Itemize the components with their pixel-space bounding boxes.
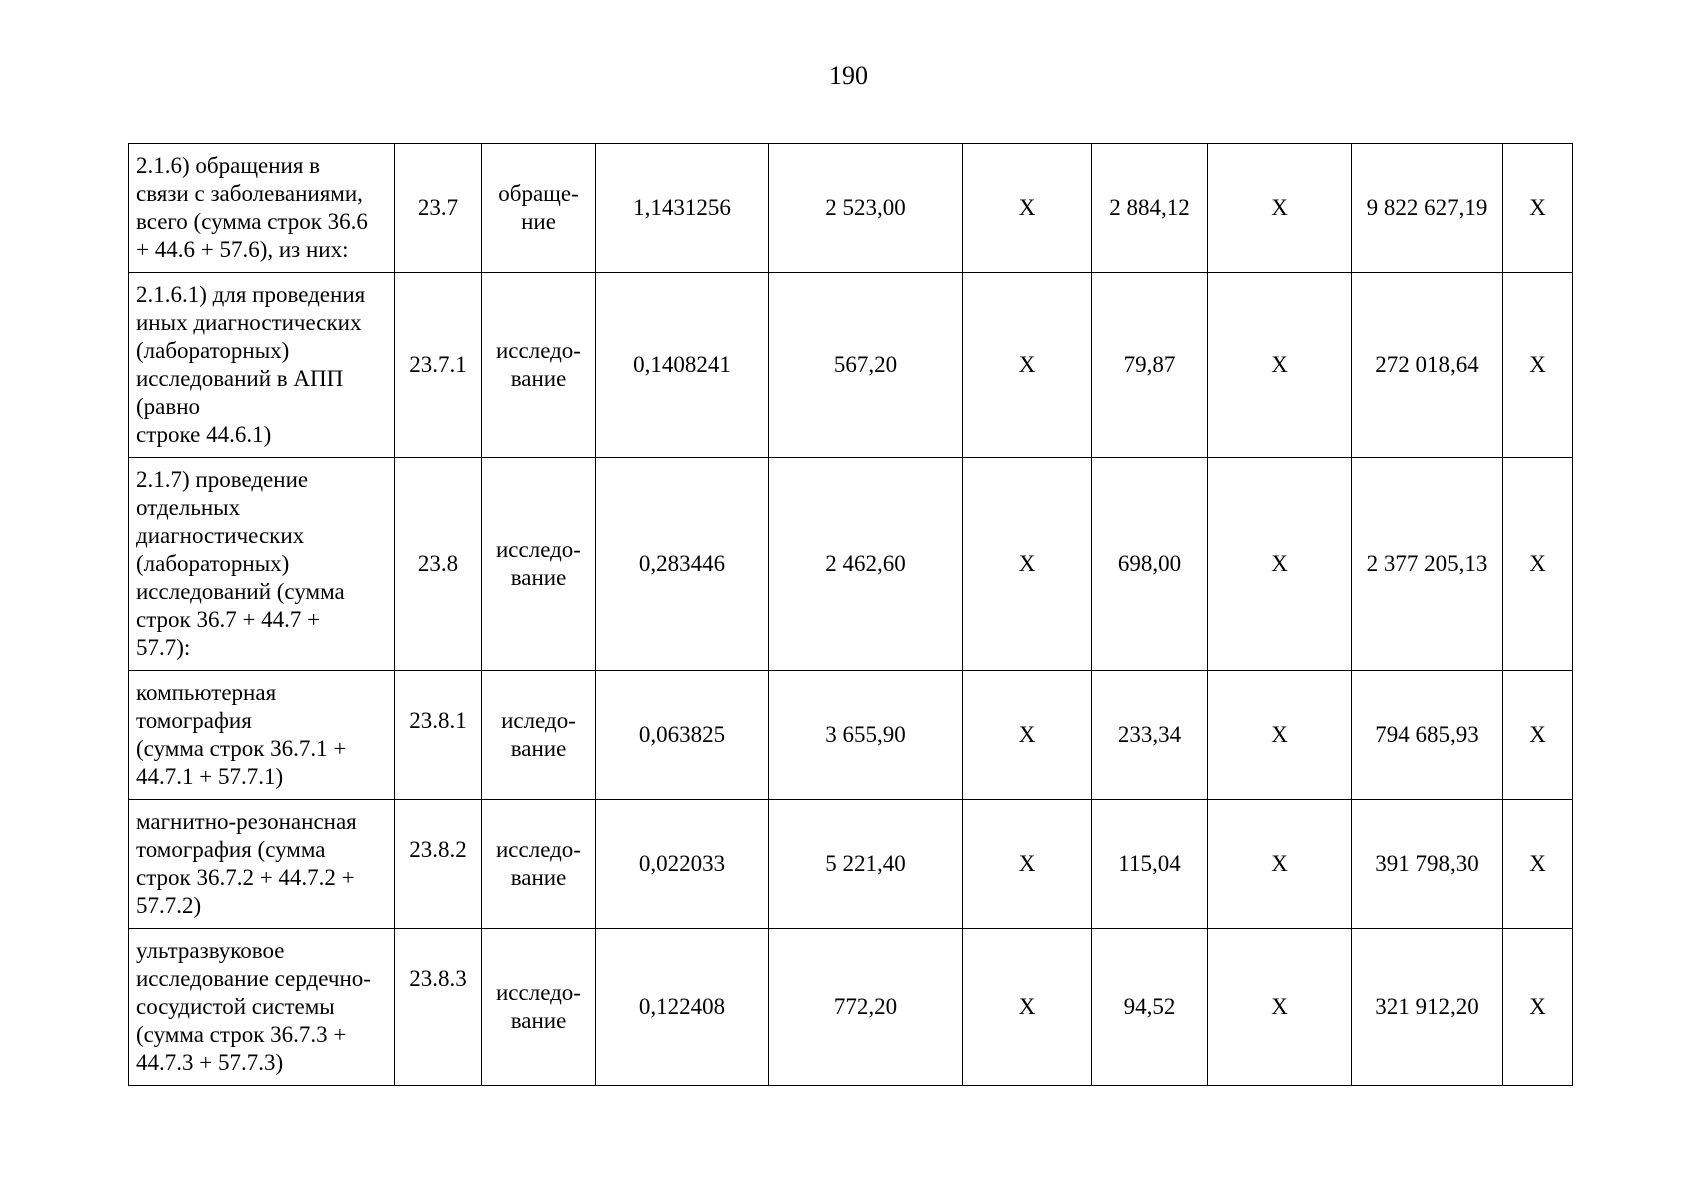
row-unit: исследо- вание [482, 800, 596, 929]
row-unit: обраще- ние [482, 144, 596, 273]
table-row [129, 273, 1573, 458]
row-x-mark: X [963, 800, 1092, 929]
table-row [129, 458, 1573, 671]
row-per-capita-value: 115,04 [1092, 800, 1208, 929]
row-description: 2.1.7) проведение отдельных диагностических (лабораторных) исследований (сумма строк 36.7 + 44.7 + 57.7): [129, 458, 395, 671]
row-description: 2.1.6) обращения в связи с заболеваниями, всего (сумма строк 36.6 + 44.6 + 57.6), из них: [129, 144, 395, 273]
row-x-mark: X [1503, 671, 1573, 800]
row-total-value: 9 822 627,19 [1352, 144, 1503, 273]
row-description: ультразвуковое исследование сердечно- сосудистой системы (сумма строк 36.7.3 + 44.7.3 + 57.7.3) [129, 929, 395, 1086]
row-description: компьютерная томография (сумма строк 36.7.1 + 44.7.1 + 57.7.1) [129, 671, 395, 800]
row-x-mark: X [1503, 929, 1573, 1086]
table-row [129, 800, 1573, 929]
page-number: 190 [829, 61, 868, 90]
row-total-value: 321 912,20 [1352, 929, 1503, 1086]
row-total-value: 2 377 205,13 [1352, 458, 1503, 671]
row-per-capita-value: 79,87 [1092, 273, 1208, 458]
row-cost-value: 2 462,60 [769, 458, 963, 671]
row-x-mark: X [1503, 800, 1573, 929]
row-code: 23.8.3 [395, 929, 482, 1086]
row-x-mark: X [1208, 671, 1352, 800]
row-unit: исследо- вание [482, 273, 596, 458]
row-cost-value: 2 523,00 [769, 144, 963, 273]
row-code: 23.8 [395, 458, 482, 671]
row-total-value: 794 685,93 [1352, 671, 1503, 800]
row-x-mark: X [1503, 458, 1573, 671]
row-cost-value: 772,20 [769, 929, 963, 1086]
row-x-mark: X [1503, 144, 1573, 273]
row-norm-value: 0,063825 [596, 671, 769, 800]
row-total-value: 272 018,64 [1352, 273, 1503, 458]
row-x-mark: X [963, 671, 1092, 800]
row-per-capita-value: 233,34 [1092, 671, 1208, 800]
row-x-mark: X [963, 144, 1092, 273]
table-row [129, 671, 1573, 800]
row-code: 23.8.2 [395, 800, 482, 929]
row-x-mark: X [963, 273, 1092, 458]
row-code: 23.8.1 [395, 671, 482, 800]
row-x-mark: X [1208, 458, 1352, 671]
row-x-mark: X [1208, 144, 1352, 273]
row-description: 2.1.6.1) для проведения иных диагностических (лабораторных) исследований в АПП (равно строке 44.6.1) [129, 273, 395, 458]
row-x-mark: X [963, 929, 1092, 1086]
row-code: 23.7 [395, 144, 482, 273]
row-cost-value: 567,20 [769, 273, 963, 458]
row-per-capita-value: 94,52 [1092, 929, 1208, 1086]
row-cost-value: 3 655,90 [769, 671, 963, 800]
row-code: 23.7.1 [395, 273, 482, 458]
row-x-mark: X [963, 458, 1092, 671]
row-unit: исследо- вание [482, 929, 596, 1086]
table-row [129, 144, 1573, 273]
row-x-mark: X [1503, 273, 1573, 458]
row-unit: исследо- вание [482, 458, 596, 671]
row-norm-value: 0,283446 [596, 458, 769, 671]
row-cost-value: 5 221,40 [769, 800, 963, 929]
data-table [128, 143, 1573, 1086]
table-body [129, 144, 1573, 1086]
row-norm-value: 1,1431256 [596, 144, 769, 273]
row-per-capita-value: 2 884,12 [1092, 144, 1208, 273]
row-norm-value: 0,122408 [596, 929, 769, 1086]
row-total-value: 391 798,30 [1352, 800, 1503, 929]
row-norm-value: 0,022033 [596, 800, 769, 929]
row-x-mark: X [1208, 273, 1352, 458]
table-row [129, 929, 1573, 1086]
row-per-capita-value: 698,00 [1092, 458, 1208, 671]
row-unit: иследо- вание [482, 671, 596, 800]
row-norm-value: 0,1408241 [596, 273, 769, 458]
row-x-mark: X [1208, 929, 1352, 1086]
row-description: магнитно-резонансная томография (сумма строк 36.7.2 + 44.7.2 + 57.7.2) [129, 800, 395, 929]
row-x-mark: X [1208, 800, 1352, 929]
